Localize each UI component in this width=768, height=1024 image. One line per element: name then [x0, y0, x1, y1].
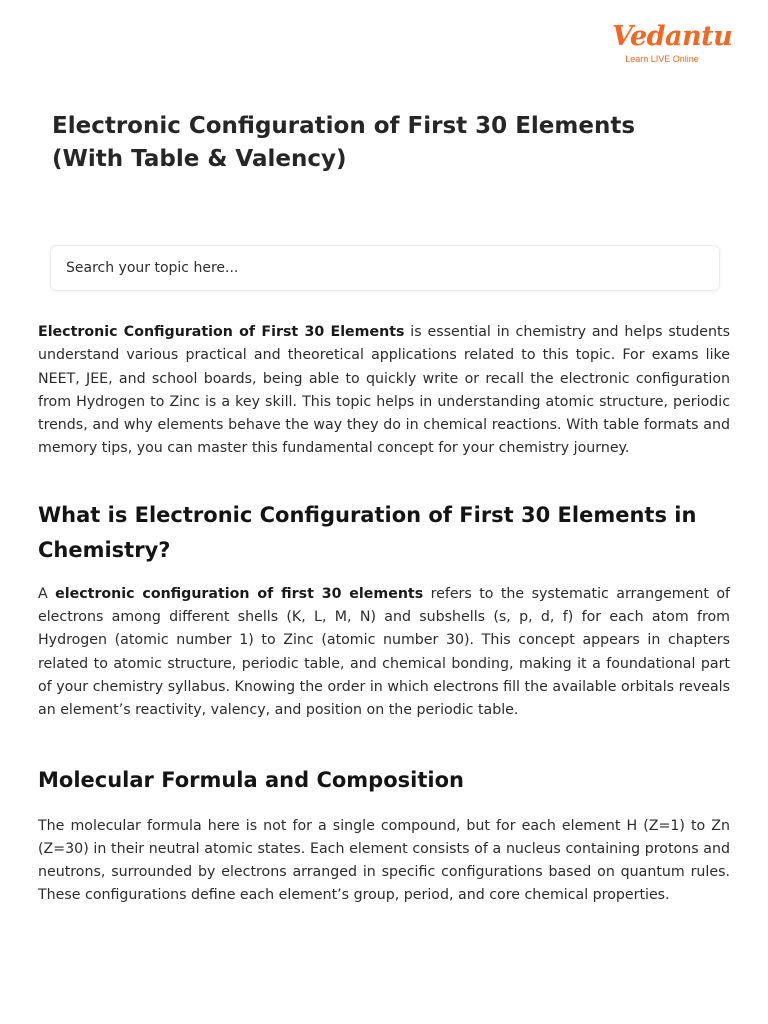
section1-prefix: A	[38, 585, 56, 602]
logo-tagline: Learn LIVE Online	[625, 54, 699, 64]
search-box[interactable]	[50, 245, 720, 291]
page-title: Electronic Configuration of First 30 Elements (With Table & Valency)	[52, 113, 636, 172]
article-content	[38, 321, 730, 908]
section1-paragraph	[38, 583, 730, 723]
search-input[interactable]	[51, 246, 719, 290]
section-heading-what-is: What is Electronic Configuration of First 30 Elements in Chemistry?	[38, 502, 697, 562]
intro-paragraph	[38, 321, 730, 461]
section1-text: refers to the systematic arrangement of electrons among different shells (K, L, M, N) and subshells (s, p, d, f) for each atom from Hydrogen (atomic number 1) to Zinc (atomic number 30). This concept appears in chapters related to atomic structure, periodic table, and chemical bonding, making it a foundational part of your chemistry syllabus. Knowing the order in which electrons fill the available orbitals reveals an element’s reactivity, valency, and position on the periodic table.	[38, 585, 731, 719]
intro-bold-term: Electronic Configuration of First 30 Elements	[38, 324, 405, 340]
intro-text: is essential in chemistry and helps students understand various practical and theoretical applications related to this topic. For exams like NEET, JEE, and school boards, being able to quickly write or recall the electronic configuration from Hydrogen to Zinc is a key skill. This topic helps in understanding atomic structure, periodic trends, and why elements behave the way they do in chemical reactions. With table formats and memory tips, you can master this fundamental concept for your chemistry journey.	[38, 324, 730, 457]
section-heading-molecular-formula: Molecular Formula and Composition	[38, 767, 464, 792]
logo-wordmark: Vedantu	[612, 21, 733, 52]
vedantu-logo[interactable]	[612, 21, 733, 64]
section2-paragraph: The molecular formula here is not for a single compound, but for each element H (Z=1) to Zn (Z=30) in their neutral atomic states. Each element consists of a nucleus containing protons and neutrons, surrounded by electrons arranged in specific configurations based on quantum rules. These configurations define each element’s group, period, and core chemical properties.	[38, 817, 730, 904]
section1-bold-term: electronic configuration of first 30 elements	[55, 585, 424, 602]
